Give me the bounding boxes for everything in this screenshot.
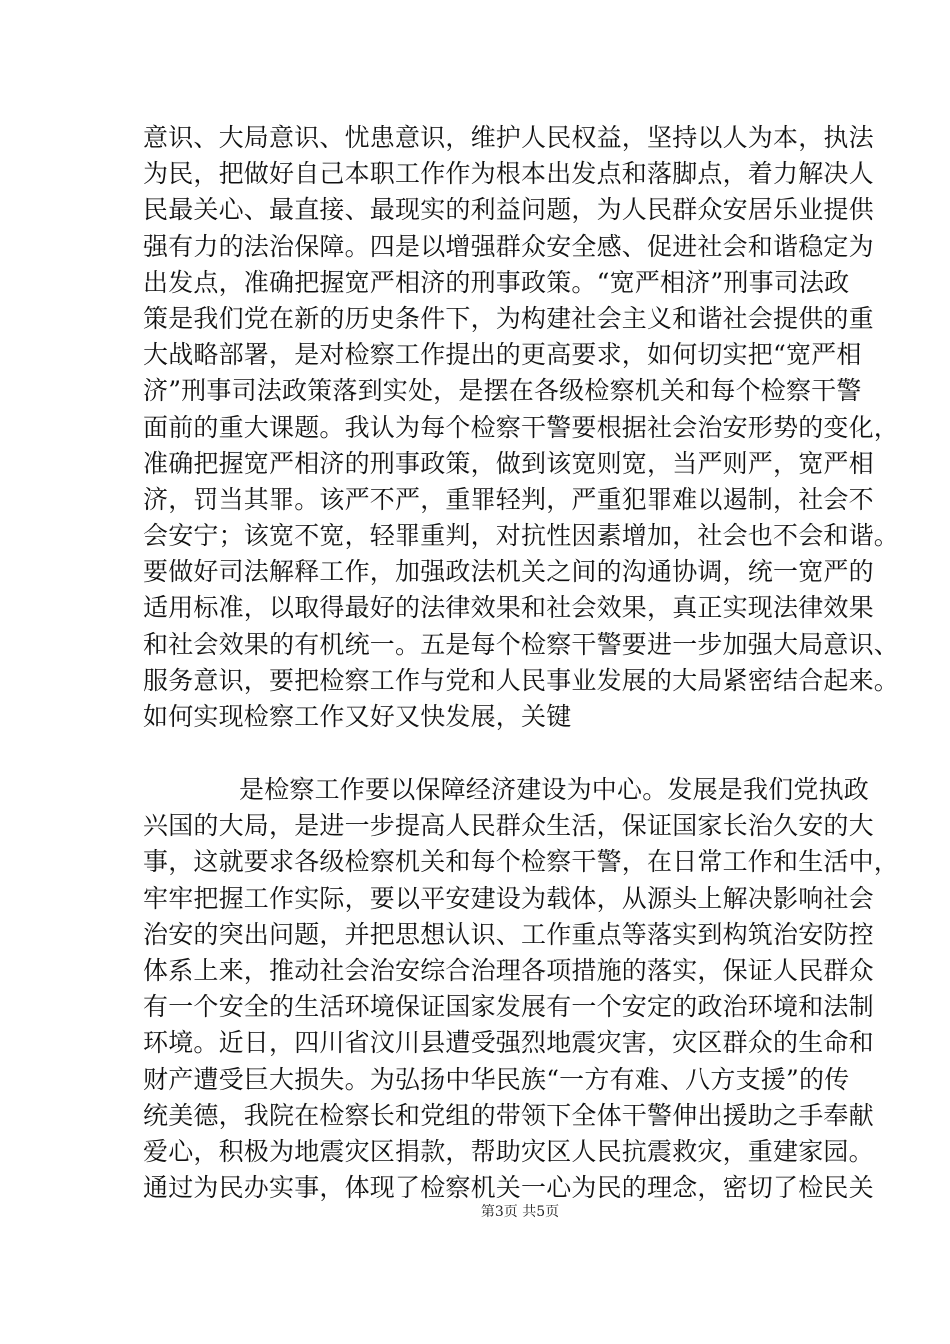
paragraph-2	[143, 772, 900, 1206]
text-line: 如何实现检察工作又好又快发展，关键	[143, 702, 572, 731]
paragraph-1	[143, 120, 900, 735]
text-line: 会安宁；该宽不宽，轻罪重判，对抗性因素增加，社会也不会和谐。	[143, 521, 900, 551]
text-line: 事，这就要求各级检察机关和每个检察干警，在日常工作和生活中，	[143, 847, 900, 877]
text-line: 通过为民办实事，体现了检察机关一心为民的理念，密切了检民关	[143, 1173, 874, 1203]
page-number: 第3页 共5页	[480, 1204, 560, 1220]
text-line: 面前的重大课题。我认为每个检察干警要根据社会治安形势的变化，	[143, 412, 900, 442]
text-line: 有一个安全的生活环境保证国家发展有一个安定的政治环境和法制	[143, 992, 874, 1022]
text-line: 出发点，准确把握宽严相济的刑事政策。“宽严相济”刑事司法政	[143, 267, 850, 297]
text-line: 兴国的大局，是进一步提高人民群众生活，保证国家长治久安的大	[143, 811, 874, 841]
text-line: 为民，把做好自己本职工作作为根本出发点和落脚点，着力解决人	[143, 159, 874, 189]
text-line: 体系上来，推动社会治安综合治理各项措施的落实，保证人民群众	[143, 955, 874, 985]
text-line: 治安的突出问题，并把思想认识、工作重点等落实到构筑治安防控	[143, 919, 874, 949]
text-line: 济，罚当其罪。该严不严，重罪轻判，严重犯罪难以遏制，社会不	[143, 484, 874, 514]
text-line: 和社会效果的有机统一。五是每个检察干警要进一步加强大局意识、	[143, 629, 900, 659]
page-footer	[0, 1203, 950, 1221]
text-line: 财产遭受巨大损失。为弘扬中华民族“一方有难、八方支援”的传	[143, 1064, 850, 1094]
text-line: 适用标准，以取得最好的法律效果和社会效果，真正实现法律效果	[143, 593, 874, 623]
text-line: 意识、大局意识、忧患意识，维护人民权益，坚持以人为本，执法	[143, 123, 874, 152]
text-line: 牢牢把握工作实际，要以平安建设为载体，从源头上解决影响社会	[143, 883, 874, 913]
text-line: 准确把握宽严相济的刑事政策，做到该宽则宽，当严则严，宽严相	[143, 448, 874, 478]
text-line: 大战略部署，是对检察工作提出的更高要求，如何切实把“宽严相	[143, 340, 862, 370]
text-line: 要做好司法解释工作，加强政法机关之间的沟通协调，统一宽严的	[143, 557, 874, 587]
text-line: 爱心，积极为地震灾区捐款，帮助灾区人民抗震救灾，重建家园。	[143, 1136, 874, 1166]
text-line: 策是我们党在新的历史条件下，为构建社会主义和谐社会提供的重	[143, 303, 874, 333]
text-line: 环境。近日，四川省汶川县遭受强烈地震灾害，灾区群众的生命和	[143, 1028, 874, 1058]
text-line: 是检察工作要以保障经济建设为中心。发展是我们党执政	[239, 775, 870, 804]
text-line: 济”刑事司法政策落到实处，是摆在各级检察机关和每个检察干警	[143, 376, 862, 406]
text-line: 统美德，我院在检察长和党组的带领下全体干警伸出援助之手奉献	[143, 1100, 874, 1130]
text-line: 民最关心、最直接、最现实的利益问题，为人民群众安居乐业提供	[143, 195, 874, 225]
text-line: 强有力的法治保障。四是以增强群众安全感、促进社会和谐稳定为	[143, 231, 874, 261]
text-line: 服务意识，要把检察工作与党和人民事业发展的大局紧密结合起来。	[143, 665, 900, 695]
